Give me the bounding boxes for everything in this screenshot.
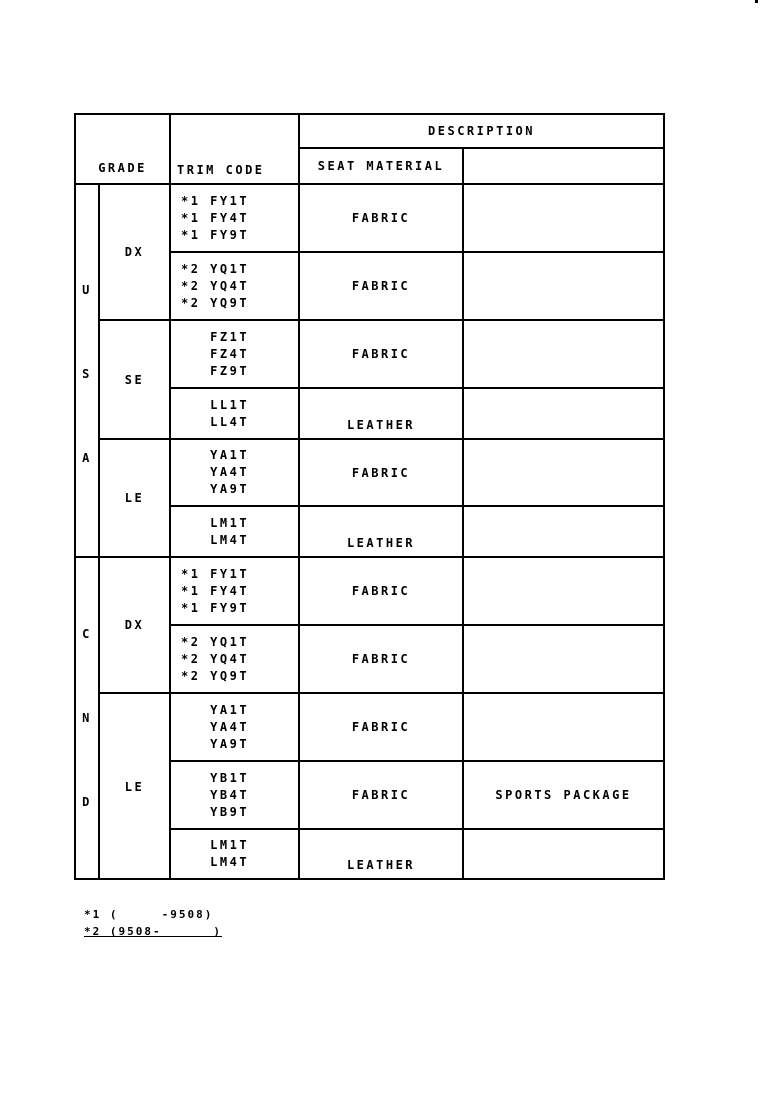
seat-material: LEATHER — [299, 506, 463, 557]
description-note — [463, 184, 664, 252]
description-note — [463, 693, 664, 761]
footnote-1: *1 ( -9508) — [84, 908, 214, 921]
trim-codes: YB1T YB4T YB9T — [170, 761, 299, 829]
trim-codes: YA1T YA4T YA9T — [170, 439, 299, 506]
description-note — [463, 506, 664, 557]
trim-codes: *2 YQ1T *2 YQ4T *2 YQ9T — [170, 625, 299, 693]
description-note — [463, 320, 664, 388]
table-row — [75, 184, 664, 252]
trim-codes: LM1T LM4T — [170, 506, 299, 557]
grade-cell: LE — [99, 693, 170, 879]
region-letter: U — [82, 282, 92, 297]
description-note — [463, 557, 664, 625]
grade-header: GRADE — [75, 114, 170, 184]
region-letter: A — [82, 450, 92, 465]
region-letter: D — [82, 795, 92, 809]
region-letter: S — [82, 366, 92, 381]
seat-material: LEATHER — [299, 829, 463, 879]
seat-material: FABRIC — [299, 693, 463, 761]
table-row — [75, 693, 664, 761]
seat-material: FABRIC — [299, 761, 463, 829]
description-note — [463, 252, 664, 320]
description-note — [463, 829, 664, 879]
table-row — [75, 439, 664, 506]
seat-material: FABRIC — [299, 557, 463, 625]
trim-codes: *1 FY1T *1 FY4T *1 FY9T — [170, 184, 299, 252]
region-usa — [75, 184, 99, 557]
trim-codes: LL1T LL4T — [170, 388, 299, 439]
description-note — [463, 388, 664, 439]
trim-codes: *2 YQ1T *2 YQ4T *2 YQ9T — [170, 252, 299, 320]
grade-cell: SE — [99, 320, 170, 439]
description-note — [463, 439, 664, 506]
trim-codes: FZ1T FZ4T FZ9T — [170, 320, 299, 388]
description-header: DESCRIPTION — [299, 114, 664, 148]
seat-material: FABRIC — [299, 252, 463, 320]
region-letter: N — [82, 711, 92, 725]
footnotes — [84, 906, 222, 940]
seat-material: FABRIC — [299, 320, 463, 388]
region-letter: C — [82, 627, 92, 641]
trim-codes: YA1T YA4T YA9T — [170, 693, 299, 761]
trim-codes: *1 FY1T *1 FY4T *1 FY9T — [170, 557, 299, 625]
seat-material: FABRIC — [299, 184, 463, 252]
trim-code-table — [74, 113, 665, 880]
table-row — [75, 320, 664, 388]
grade-cell: DX — [99, 557, 170, 693]
region-cnd — [75, 557, 99, 879]
seat-material-header: SEAT MATERIAL — [299, 148, 463, 184]
corner-mark — [755, 0, 758, 3]
seat-material: LEATHER — [299, 388, 463, 439]
seat-material: FABRIC — [299, 439, 463, 506]
trim-code-header: TRIM CODE — [170, 114, 299, 184]
grade-cell: LE — [99, 439, 170, 557]
table-row — [75, 557, 664, 625]
seat-material: FABRIC — [299, 625, 463, 693]
description-blank-header — [463, 148, 664, 184]
description-note — [463, 625, 664, 693]
description-note: SPORTS PACKAGE — [463, 761, 664, 829]
trim-codes: LM1T LM4T — [170, 829, 299, 879]
grade-cell: DX — [99, 184, 170, 320]
footnote-2: *2 (9508- ) — [84, 925, 222, 938]
